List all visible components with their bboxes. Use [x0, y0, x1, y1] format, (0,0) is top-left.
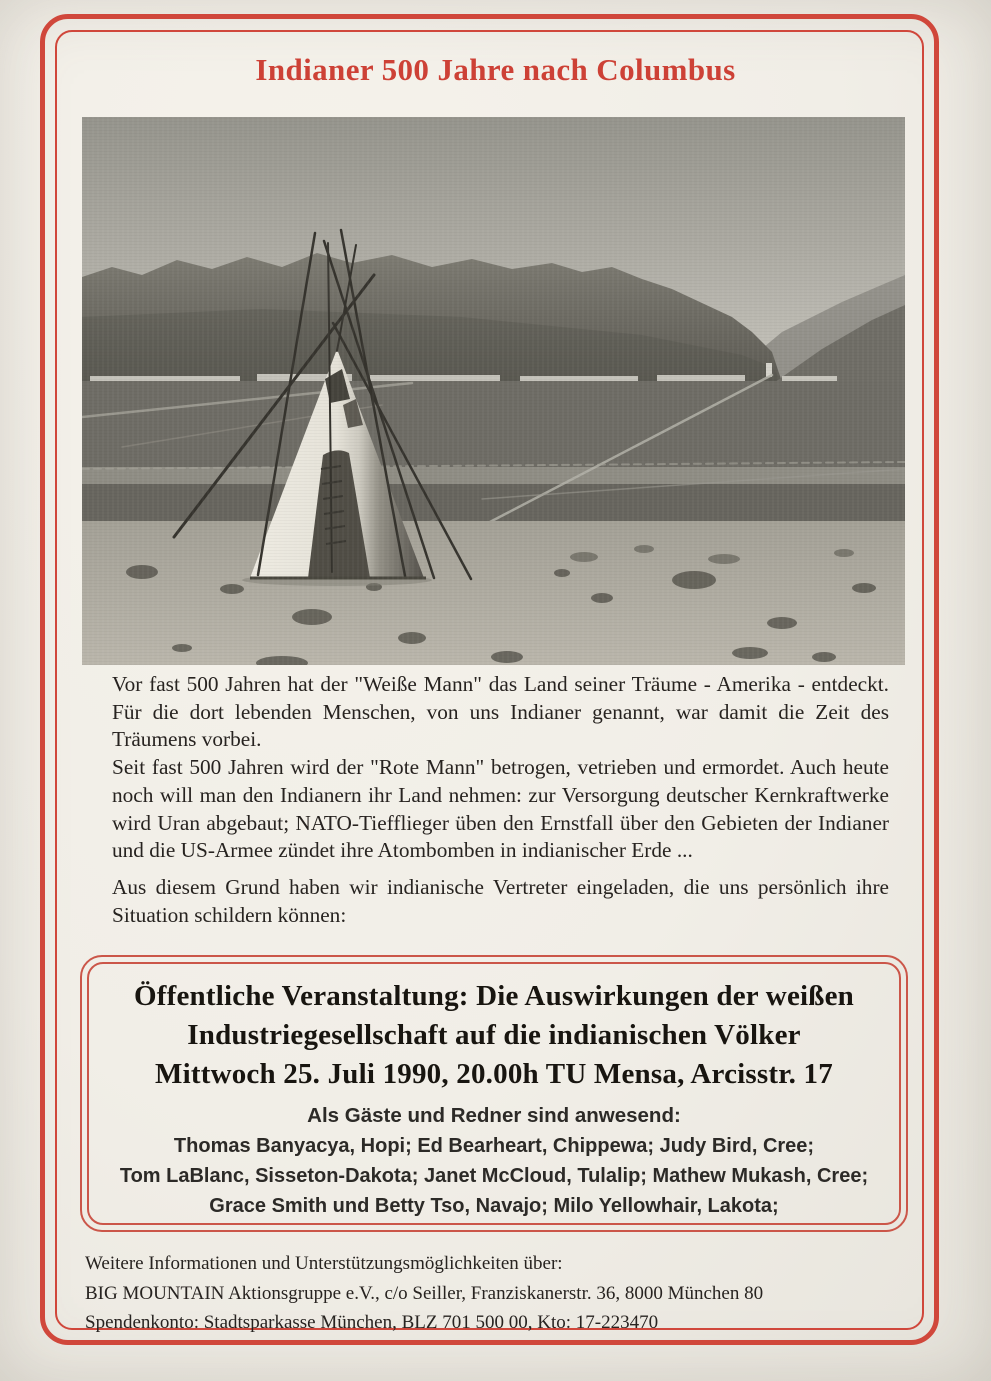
- page-title: Indianer 500 Jahre nach Columbus: [255, 52, 736, 87]
- footer-info: [85, 1249, 895, 1338]
- paragraph-2: Seit fast 500 Jahren wird der "Rote Mann" betrogen, vetrieben und ermordet. Auch heute noch will man den Indianern ihr Land nehmen: zur Versorgung deutscher Kernkraftwerke wird Uran abgebaut; NATO-Tiefflieger üben den Ernstfall über den Gebieten der Indianer und die US-Armee zündet ihre Atombomben in indianischer Erde ...: [112, 755, 889, 863]
- body-text: [112, 671, 889, 929]
- guest-line-2: Tom LaBlanc, Sisseton-Dakota; Janet McCloud, Tulalip; Mathew Mukash, Cree;: [119, 1165, 869, 1187]
- paragraph-1: Vor fast 500 Jahren hat der "Weiße Mann" das Land seiner Träume - Amerika - entdeckt. Für die dort lebenden Menschen, von uns Indianer genannt, war damit die Zeit des Träumens vorbei.: [112, 672, 889, 752]
- guest-line-1: Thomas Banyacya, Hopi; Ed Bearheart, Chippewa; Judy Bird, Cree;: [173, 1135, 815, 1157]
- event-box-inner-border: [87, 962, 901, 1225]
- event-box: [80, 955, 908, 1232]
- footer-line-2: BIG MOUNTAIN Aktionsgruppe e.V., c/o Seiller, Franziskanerstr. 36, 8000 München 80: [85, 1282, 764, 1304]
- event-date-location: Mittwoch 25. Juli 1990, 20.00h TU Mensa, Arcisstr. 17: [155, 1058, 833, 1090]
- guest-line-3: Grace Smith und Betty Tso, Navajo; Milo Yellowhair, Lakota;: [209, 1195, 779, 1217]
- event-headline-line1: Öffentliche Veranstaltung: Die Auswirkungen der weißen: [134, 980, 854, 1012]
- footer-line-1: Weitere Informationen und Unterstützungsmöglichkeiten über:: [85, 1253, 563, 1274]
- tipi-photo: [82, 117, 905, 665]
- event-headline: [89, 977, 899, 1094]
- paragraph-3: Aus diesem Grund haben wir indianische Vertreter eingeladen, die uns persönlich ihre Situation schildern können:: [112, 874, 889, 927]
- footer-line-3: Spendenkonto: Stadtsparkasse München, BLZ 701 500 00, Kto: 17-223470: [85, 1312, 659, 1333]
- event-headline-line2: Industriegesellschaft auf die indianischen Völker: [187, 1019, 801, 1051]
- guests-heading: Als Gäste und Redner sind anwesend:: [307, 1104, 681, 1127]
